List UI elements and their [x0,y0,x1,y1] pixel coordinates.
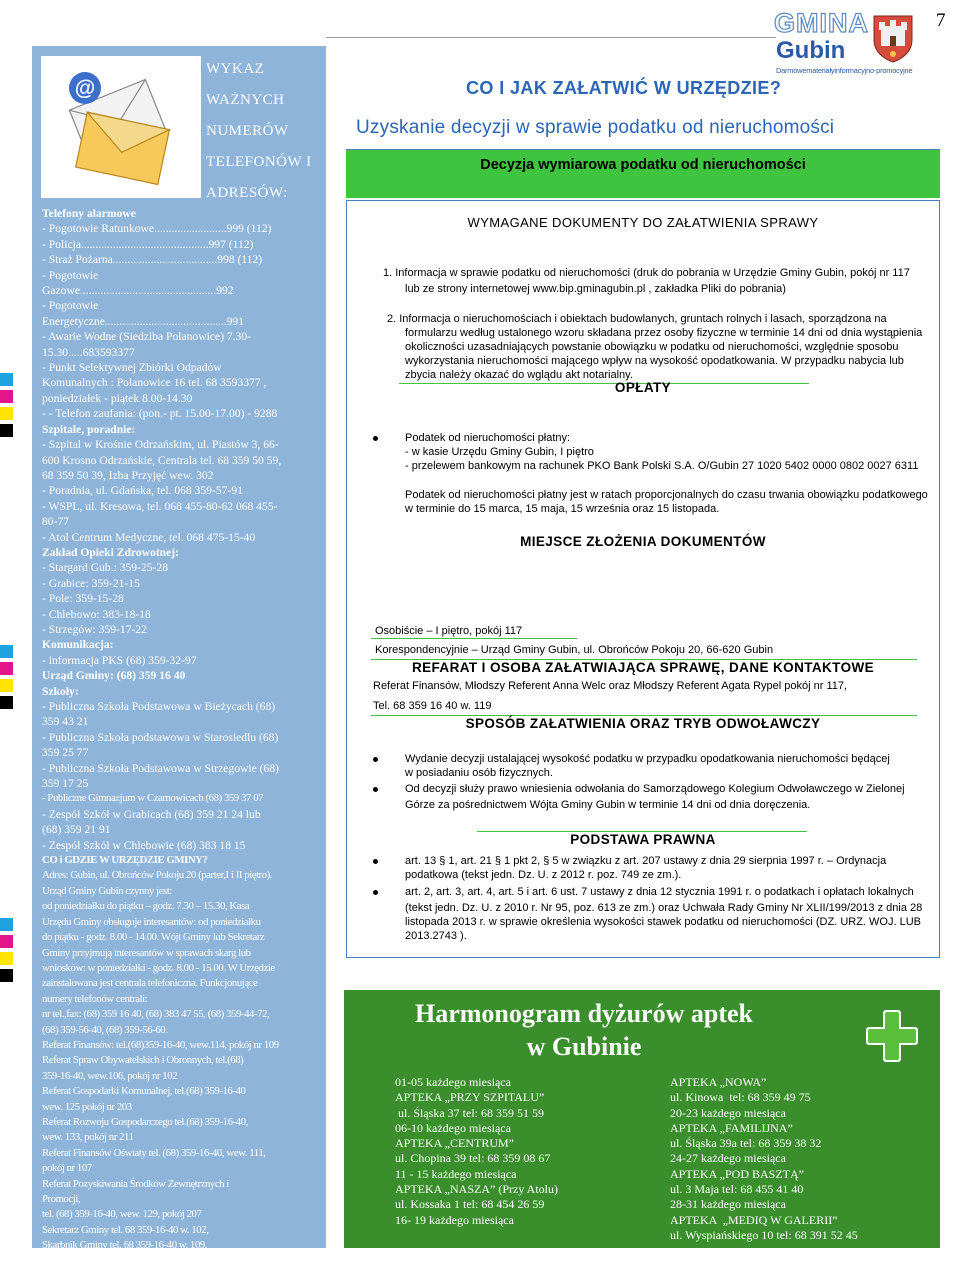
envelope-icon [41,56,201,198]
contact-line1: Referat Finansów, Młodszy Referent Anna Welc oraz Młodszy Referent Agata Rypel pokój nr 117, [373,680,848,692]
pharmacy-schedule [344,990,940,1248]
gmina-gubin-logo [774,8,924,90]
contact-line: Szkoły: [42,684,79,698]
pharmacy-line: ul. Chopina 39 tel: 68 359 08 67 [395,1151,551,1166]
legal-basis-title: PODSTAWA PRAWNA [570,832,716,847]
pharmacy-line: ul. 3 Maja tel: 68 455 41 40 [670,1182,804,1197]
contact-line: Referat Gospodarki Komunalnej, tel.(68) 359-16-40 [42,1085,246,1098]
contact-line: CO i GDZIE W URZĘDZIE GMINY? [42,854,208,867]
contact-line: - Poradnia, ul. Gdańska, tel. 068 359-57-91 [42,484,243,498]
fees-title: OPŁATY [614,380,672,395]
pharmacy-line: ul. Śląska 37 tel: 68 359 51 59 [395,1105,544,1120]
procedure-line4: Górze za pośrednictwem Wójta Gminy Gubin w terminie 14 dni od dnia doręczenia. [405,799,811,811]
contact-line: - Zespół Szkół w Grabicach (68) 359 21 24 lub [42,807,261,821]
contact-line: Referat Pozyskiwania Środków Zewnętrznych i [42,1177,229,1190]
item1-line1: 1. Informacja w sprawie podatku od nieruchomości (druk do pobrania w Urzędzie Gminy Gubin, pokój nr 117 [383,267,910,279]
page-number: 7 [936,10,946,31]
contact-line: Gazowe...............................................992 [42,284,234,298]
envelope-illustration [41,56,201,198]
pharmacy-line: ul. Kinowa tel: 68 359 49 75 [670,1090,811,1105]
pharmacy-line: ul. Kossaka 1 tel: 68 454 26 59 [395,1197,545,1212]
item2-line5: zbycia należy okazać do wglądu akt notarialny. [405,369,633,381]
pharmacy-line: 06-10 każdego miesiąca [395,1120,511,1135]
contact-line: - Stargard Gub.: 359-25-28 [42,561,169,575]
header-rule [326,37,776,38]
contact-line: - Atol Centrum Medyczne, tel. 068 475-15-40 [42,530,256,544]
contact-line: - Publiczna Szkoła podstawowa w Starosiedlu (68) [42,730,279,744]
contact-line: 359 17 25 [42,777,89,791]
contact-line: 15.30.....683593377 [42,345,135,359]
pharmacy-line: APTEKA „PRZY SZPITALU” [395,1090,545,1105]
contact-line: Gminy przyjmują interesantów w sprawach skarg lub [42,946,251,959]
bullet [373,436,378,441]
by-mail-line: Korespondencyjnie – Urząd Gminy Gubin, ul. Obrońców Pokoju 20, 66-620 Gubin [375,644,774,656]
pharmacy-line: APTEKA „NASZA” (Przy Atolu) [395,1182,558,1197]
contact-line: Urząd Gminy Gubin czynny jest: [42,884,172,897]
procedure-title: SPOSÓB ZAŁATWIENIA ORAZ TRYB ODWOŁAWCZY [465,716,821,731]
in-person-rule [371,638,577,639]
pharmacy-line: 01-05 każdego miesiąca [395,1075,511,1089]
contact-line: Skarbnik Gminy tel. 68 359-16-40 w. 109, [42,1239,208,1252]
pharmacy-line: ul. Wyspiańskiego 10 tel: 68 391 52 45 [670,1227,858,1242]
bullet [373,787,378,792]
contact-line: - Pogotowie [42,268,99,282]
color-strip-yellow-3 [0,952,13,965]
contact-line: do piątku - godz. 8.00 - 14.00. Wójt Gminy lub Sekretarz [42,931,265,944]
procedure-box [346,200,940,958]
contact-title: REFARAT I OSOBA ZAŁATWIAJĄCA SPRAWĘ, DANE KONTAKTOWE [411,660,875,675]
fees-line1: Podatek od nieruchomości płatny: [405,432,571,444]
contact-line: Referat Finansów: tel.(68)359-16-40, wew.114, pokój nr 109 [42,1038,279,1051]
logo-tagline: Darmowemateriałyinformacyjno-promocyjne [776,66,913,75]
contact-line: Urzędu Gminy obsługuje interesantów: od poniedziałku [42,915,261,928]
contact-line: tel. (68) 359-16-40, wew. 129, pokój 207 [42,1208,202,1221]
fees-line3: - przelewem bankowym na rachunek PKO Bank Polski S.A. O/Gubin 27 1020 5402 0000 0802 0027 6311 [405,460,919,472]
contact-line: Urząd Gminy: (68) 359 16 40 [42,669,186,683]
legal-line1: art. 13 § 1, art. 21 § 1 pkt 2, § 5 w związku z art. 207 ustawy z dnia 29 sierpnia 1997 r. – Ordynacja [405,855,887,867]
contact-line2: Tel. 68 359 16 40 w. 119 [373,700,492,712]
contact-line: (68) 359 21 91 [42,823,111,837]
procedure-line1: Wydanie decyzji ustalającej wysokość podatku w przypadku opodatkowania nieruchomości będącej [405,753,890,765]
contact-line: - Grabice: 359-21-15 [42,576,140,590]
bullet [373,890,378,895]
contact-line: - - Telefon zaufania: (pon.- pt. 15.00-17.00) - 9288 [42,407,278,421]
contact-line: - Pogotowie [42,299,99,313]
contact-line: wniosków: w poniedziałki - godz. 8.00 - 15.00. W Urzędzie [42,961,275,974]
contact-line: - Zespół Szkół w Chlebowie (68) 383 18 15 [42,838,246,852]
color-strip-magenta [0,390,13,403]
contact-line: Komunikacja: [42,638,114,652]
pharmacy-line: APTEKA „FAMILIJNA” [670,1120,793,1135]
contact-line: - Pole: 359-15-28 [42,592,124,606]
legal-line4: (tekst jedn. Dz. U. z 2010 r. Nr 95, poz. 613 ze zm.) oraz Uchwała Rady Gminy Nr XLII/199/2013 z dnia 28 [405,902,923,914]
contact-line: Promocji, [42,1193,81,1205]
contact-line: Komunalnych : Polanowice 16 tel. 68 3593377 , [42,376,267,390]
contacts-list [42,206,318,1269]
contact-line: poniedziałek - piątek 8.00-14.30 [42,391,193,405]
contact-line: - Awarie Wodne (Siedziba Polanowice) 7.30- [42,330,251,344]
bullet [373,859,378,864]
contact-line: Sekretarz Gminy tel. 68 359-16-40 w. 102, [42,1223,209,1236]
pharmacy-line: 24-27 każdego miesiąca [670,1151,786,1166]
contact-line: - WSPL, ul. Kresowa, tel. 068 455-80-62 068 455- [42,499,278,513]
pharmacy-list-right [670,1075,858,1243]
contact-line: Szpitale, poradnie: [42,422,136,436]
submission-place-title: MIEJSCE ZŁOŻENIA DOKUMENTÓW [520,534,766,549]
contact-line: - Publiczna Szkoła Podstawowa w Bieżycach (68) [42,700,276,713]
legal-line3: art. 2, art. 3, art. 4, art. 5 i art. 6 ust. 7 ustawy z dnia 12 stycznia 1991 r. o podatkach i opłatach lokalnych [405,886,914,898]
contact-line: - Publiczna Szkoła Podstawowa w Strzegowie (68) [42,761,279,775]
contact-line: Sekretariat, tel. (68) 359-16-40 w. 100 [42,1254,190,1267]
contacts-title: WYKAZ WAŻNYCH NUMERÓW TELEFONÓW I ADRESÓW: [206,61,312,201]
procedure-line2: w posiadaniu osób fizycznych. [405,767,553,779]
procedure-line3: Od decyzji służy prawo wniesienia odwołania do Samorządowego Kolegium Odwoławczego w Zielonej [405,783,905,795]
color-strip-magenta-3 [0,935,13,948]
pharmacy-schedule-title: Harmonogram dyżurów aptek w Gubinie [415,999,753,1061]
legal-line2: podatkowa (tekst jedn. Dz. U. z 2012 r. poz. 749 ze zm.). [405,869,682,881]
contact-line: (68) 359-56-40, (68) 359-56-60. [42,1023,168,1036]
contact-line: - Pogotowie Ratunkowe.........................999 (112) [42,222,272,236]
contact-line: numery telefonów centrali: [42,992,148,1005]
color-strip-black [0,424,13,437]
contact-line: wew. 133, pokój nr 211 [42,1131,134,1144]
color-strip-black-3 [0,969,13,982]
logo-gmina-text: GMINA [774,8,869,38]
contact-line: Referat Rozwoju Gospodarczego tel.(68) 359-16-40, [42,1115,248,1128]
fees-line5: w terminie do 15 marca, 15 maja, 15 września oraz 15 listopada. [405,503,720,515]
pharmacy-line: APTEKA „NOWA” [670,1075,767,1089]
contact-line: 80-77 [42,515,70,529]
contacts-header [32,46,326,204]
color-strip-black-2 [0,696,13,709]
contact-line: Telefony alarmowe [42,207,136,220]
item1-line2: lub ze strony internetowej www.bip.gminagubin.pl , zakładka Pliki do pobrania) [405,283,786,295]
contact-line: pokój nr 107 [42,1162,92,1175]
color-strip-magenta-2 [0,662,13,675]
contact-line: - Strzegów: 359-17-22 [42,622,147,636]
pharmacy-line: APTEKA „MEDIQ W GALERII” [670,1212,838,1227]
item2-line1: 2. Informacja o nieruchomościach i obiektach budowlanych, gruntach rolnych i lasach, sporządzona na [387,313,887,325]
fees-line2: - w kasie Urzędu Gminy Gubin, I piętro [405,446,594,458]
item2-line4: wykorzystania nieruchomości mającego wpływ na wysokość opodatkowania. W przypadku nabycia lub [405,355,904,367]
pharmacy-line: APTEKA „POD BASZTĄ” [670,1166,804,1181]
color-strip-yellow [0,407,13,420]
section-heading: CO I JAK ZAŁATWIĆ W URZĘDZIE? [466,78,782,98]
required-documents-title: WYMAGANE DOKUMENTY DO ZAŁATWIENIA SPRAWY [467,215,819,230]
contact-line: 68 359 50 39, Izba Przyjęć wew. 302 [42,468,214,482]
contact-line: Energetyczne..........................................991 [42,314,244,328]
pharmacy-line: 11 - 15 każdego miesiąca [395,1166,517,1181]
pharmacy-cross-icon [864,1008,920,1064]
bullet [373,757,378,762]
contact-line: - informacja PKS (68) 359-32-97 [42,653,197,667]
color-strip-cyan [0,373,13,386]
contact-line: 359 43 21 [42,715,89,729]
coat-of-arms-icon [870,12,916,64]
in-person-line: Osobiście – I piętro, pokój 117 [375,625,523,637]
item2-line2: formularzu według ustalonego wzoru składana przez osoby fizyczne w terminie 14 dni od dnia wystąpienia [405,327,923,339]
contact-line: zainstalowana jest centrala telefoniczna. Funkcjonujące [42,977,258,990]
decision-banner [346,150,940,198]
contact-line: Zakład Opieki Zdrowotnej: [42,545,180,559]
pharmacy-line: 28-31 każdego miesiąca [670,1197,786,1212]
contact-line: - Publiczne Gimnazjum w Czarnowicach (68) 359 37 07 [42,792,264,805]
contact-line: od poniedziałku do piątku – godz. 7.30 – 15.30, Kasa [42,900,250,913]
contact-line: Referat Finansów Oświaty tel. (68) 359-16-40, wew. 111, [42,1146,266,1159]
svg-text:@: @ [74,77,96,100]
pharmacy-line: ul. Śląska 39a tel: 68 359 38 32 [670,1136,822,1151]
color-strip-cyan-3 [0,918,13,931]
color-strip-yellow-2 [0,679,13,692]
pharmacy-line: 16- 19 każdego miesiąca [395,1212,514,1227]
contact-line: - Straż Pożarna....................................998 (112) [42,253,263,267]
contact-line: - Policja............................................997 (112) [42,237,254,251]
contacts-column [32,46,326,1267]
topic-heading: Uzyskanie decyzji w sprawie podatku od nieruchomości [356,117,835,138]
contact-line: wew. 125 pokój nr 203 [42,1100,132,1113]
pharmacy-line: 20-23 każdego miesiąca [670,1105,786,1120]
contact-line: Adres: Gubin, ul. Obrońców Pokoju 20 (parter,I i II piętro). [42,869,273,882]
contact-line: 600 Krosno Odrzańskie, Centrala tel. 68 359 50 59, [42,453,282,467]
color-strip-cyan-2 [0,645,13,658]
pharmacy-line: APTEKA „CENTRUM” [395,1136,514,1151]
fees-line4: Podatek od nieruchomości płatny jest w ratach proporcjonalnych do czasu trwania obowiązku podatkowego [405,489,928,501]
legal-line6: 2013.2743 ). [405,930,467,942]
logo-gubin-text: Gubin [776,37,846,64]
legal-line5: listopada 2013 r. w sprawie określenia wysokości stawek podatku od nieruchomości (DZ. URZ. WOJ. LUB [405,916,921,928]
contact-line: 359 25 77 [42,746,89,760]
item2-line3: okoliczności uzasadniających powstanie obowiązku w podatku od nieruchomości, względnie sposobu [405,341,899,353]
contact-line: - Punkt Selektywnej Zbiórki Odpadów [42,361,222,375]
pharmacy-list-left [395,1075,558,1228]
decision-title: Decyzja wymiarowa podatku od nieruchomości [480,157,806,173]
contact-line: 359-16-40, wew.106, pokój nr 102 [42,1069,178,1082]
contact-line: Referat Spraw Obywatelskich i Obronnych, tel.(68) [42,1054,244,1067]
contact-line: nr tel.,fax: (68) 359 16 40, (68) 383 47 55, (68) 359-44-72, [42,1008,270,1021]
contact-line: - Szpital w Krośnie Odrzańskim, ul. Piastów 3, 66- [42,438,279,452]
contact-line: - Chlebowo: 383-18-18 [42,607,151,621]
